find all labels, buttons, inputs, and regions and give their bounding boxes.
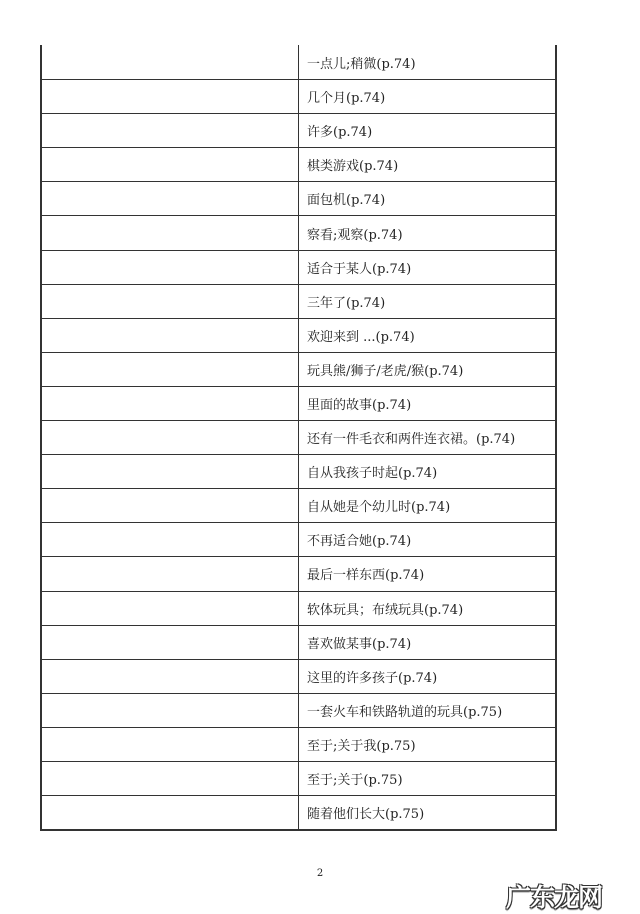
chinese-phrase-cell: 自从她是个幼儿时(p.74) bbox=[307, 500, 451, 516]
table-row bbox=[42, 795, 555, 829]
table-row bbox=[42, 386, 555, 420]
blank-cell bbox=[42, 796, 299, 829]
blank-cell bbox=[42, 557, 299, 590]
blank-cell bbox=[42, 421, 299, 454]
chinese-phrase-cell: 喜欢做某事(p.74) bbox=[307, 636, 412, 652]
blank-cell bbox=[42, 148, 299, 181]
chinese-phrase-cell: 欢迎来到 ...(p.74) bbox=[307, 329, 415, 345]
chinese-phrase-cell: 察看;观察(p.74) bbox=[307, 227, 403, 243]
blank-cell bbox=[42, 728, 299, 761]
table-row bbox=[42, 727, 555, 761]
table-row bbox=[42, 454, 555, 488]
table-row bbox=[42, 556, 555, 590]
blank-cell bbox=[42, 114, 299, 147]
blank-cell bbox=[42, 489, 299, 522]
blank-cell bbox=[42, 251, 299, 284]
watermark-logo: 广东龙网 bbox=[506, 883, 603, 912]
chinese-phrase-cell: 几个月(p.74) bbox=[307, 91, 386, 107]
table-row bbox=[42, 591, 555, 625]
table-row bbox=[42, 113, 555, 147]
chinese-phrase-cell: 至于;关于我(p.75) bbox=[307, 738, 416, 754]
chinese-phrase-cell: 一点儿;稍微(p.74) bbox=[307, 56, 416, 72]
blank-cell bbox=[42, 45, 299, 79]
chinese-phrase-cell: 还有一件毛衣和两件连衣裙。(p.74) bbox=[307, 432, 516, 448]
blank-cell bbox=[42, 182, 299, 215]
blank-cell bbox=[42, 455, 299, 488]
table-row bbox=[42, 147, 555, 181]
vocabulary-table bbox=[40, 45, 557, 831]
table-row bbox=[42, 215, 555, 249]
blank-cell bbox=[42, 285, 299, 318]
chinese-phrase-cell: 软体玩具；布绒玩具(p.74) bbox=[307, 602, 464, 618]
chinese-phrase-cell: 自从我孩子时起(p.74) bbox=[307, 466, 438, 482]
chinese-phrase-cell: 一套火车和铁路轨道的玩具(p.75) bbox=[307, 704, 503, 720]
table-row bbox=[42, 488, 555, 522]
table-row bbox=[42, 420, 555, 454]
table-row bbox=[42, 522, 555, 556]
table-row bbox=[42, 693, 555, 727]
blank-cell bbox=[42, 216, 299, 249]
page-number: 2 bbox=[316, 868, 324, 879]
chinese-phrase-cell: 随着他们长大(p.75) bbox=[307, 807, 425, 823]
table-row bbox=[42, 625, 555, 659]
chinese-phrase-cell: 里面的故事(p.74) bbox=[307, 397, 412, 413]
blank-cell bbox=[42, 626, 299, 659]
chinese-phrase-cell: 许多(p.74) bbox=[307, 125, 373, 141]
chinese-phrase-cell: 适合于某人(p.74) bbox=[307, 261, 412, 277]
table-row bbox=[42, 318, 555, 352]
chinese-phrase-cell: 最后一样东西(p.74) bbox=[307, 568, 425, 584]
blank-cell bbox=[42, 80, 299, 113]
table-row bbox=[42, 659, 555, 693]
chinese-phrase-cell: 至于;关于(p.75) bbox=[307, 773, 403, 789]
chinese-phrase-cell: 棋类游戏(p.74) bbox=[307, 159, 399, 175]
chinese-phrase-cell: 这里的许多孩子(p.74) bbox=[307, 670, 438, 686]
blank-cell bbox=[42, 660, 299, 693]
blank-cell bbox=[42, 592, 299, 625]
blank-cell bbox=[42, 387, 299, 420]
table-row bbox=[42, 761, 555, 795]
table-row bbox=[42, 181, 555, 215]
table-row bbox=[42, 45, 555, 79]
blank-cell bbox=[42, 762, 299, 795]
chinese-phrase-cell: 玩具熊/狮子/老虎/猴(p.74) bbox=[307, 363, 464, 379]
table-row bbox=[42, 284, 555, 318]
table-row bbox=[42, 79, 555, 113]
table-row bbox=[42, 352, 555, 386]
chinese-phrase-cell: 不再适合她(p.74) bbox=[307, 534, 412, 550]
blank-cell bbox=[42, 523, 299, 556]
table-row bbox=[42, 250, 555, 284]
blank-cell bbox=[42, 319, 299, 352]
chinese-phrase-cell: 面包机(p.74) bbox=[307, 193, 386, 209]
blank-cell bbox=[42, 694, 299, 727]
blank-cell bbox=[42, 353, 299, 386]
chinese-phrase-cell: 三年了(p.74) bbox=[307, 295, 386, 311]
